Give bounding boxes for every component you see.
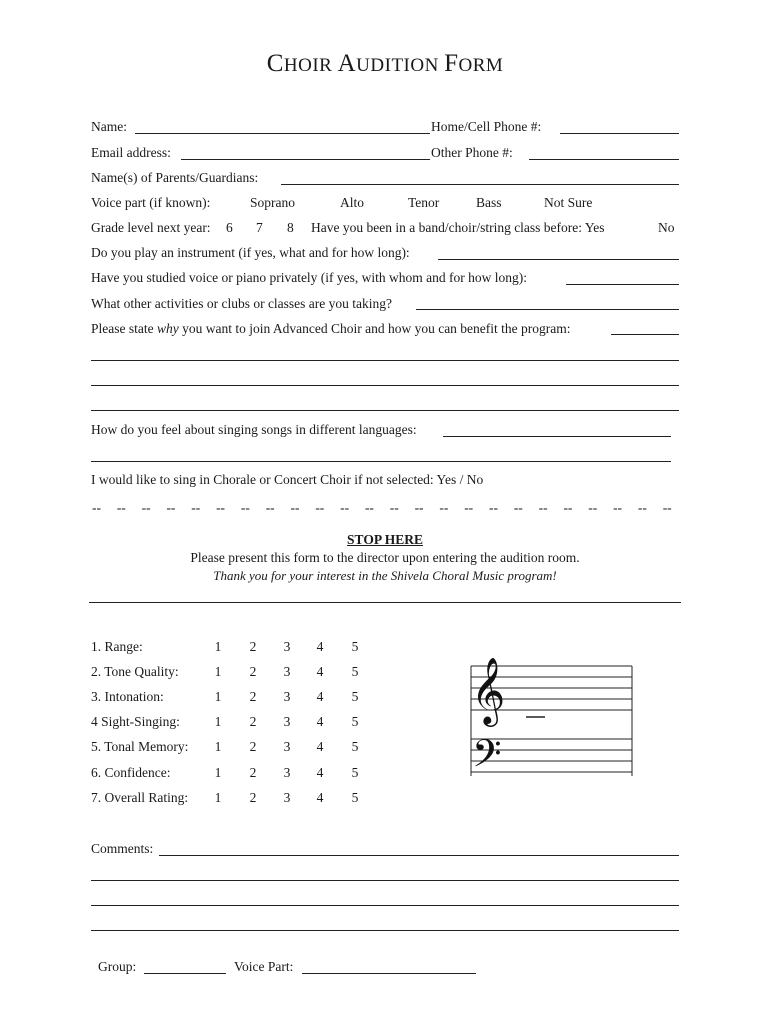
rating-option[interactable]: 5 [351,765,359,780]
voice-option-tenor[interactable]: Tenor [408,195,440,210]
rating-option[interactable]: 4 [316,639,324,654]
form-title: CHOIR AUDITION FORM [266,50,504,77]
rating-option[interactable]: 2 [249,714,257,729]
voice-part-footer-field[interactable] [302,973,476,974]
rating-option[interactable]: 5 [351,689,359,704]
voice-option-alto[interactable]: Alto [340,195,365,210]
rating-option[interactable]: 3 [283,664,291,679]
other-phone-field[interactable] [529,159,679,160]
voice-option-bass[interactable]: Bass [476,195,502,210]
rating-option[interactable]: 4 [316,689,324,704]
comments-field[interactable] [159,855,679,856]
rating-option[interactable]: 4 [316,790,324,805]
why-line-2[interactable] [91,360,679,361]
why-label: Please state why you want to join Advanced Choir and how you can benefit the program: [91,321,571,336]
rating-option[interactable]: 5 [351,639,359,654]
rating-option[interactable]: 1 [214,689,222,704]
rating-option[interactable]: 2 [249,790,257,805]
why-line-4[interactable] [91,410,679,411]
rating-option[interactable]: 2 [249,639,257,654]
activities-field[interactable] [416,309,679,310]
section-divider [89,602,681,603]
rating-option[interactable]: 5 [351,739,359,754]
band-question: Have you been in a band/choir/string class before: Yes [311,220,605,235]
rating-option[interactable]: 3 [283,790,291,805]
name-field[interactable] [135,133,430,134]
rating-option[interactable]: 3 [283,714,291,729]
comments-line-4[interactable] [91,930,679,931]
grade-label: Grade level next year: [91,220,211,235]
comments-label: Comments: [91,841,154,856]
stop-heading: STOP HERE [347,532,423,547]
rating-option[interactable]: 4 [316,739,324,754]
languages-field[interactable] [443,436,671,437]
group-field[interactable] [144,973,226,974]
rating-label-overall: 7. Overall Rating: [91,790,189,805]
rating-option[interactable]: 1 [214,639,222,654]
instrument-field[interactable] [438,259,679,260]
activities-label: What other activities or clubs or classes are you taking? [91,296,393,311]
voice-part-label: Voice part (if known): [91,195,211,210]
rating-option[interactable]: 1 [214,739,222,754]
thank-you-note: Thank you for your interest in the Shivela Choral Music program! [213,568,557,583]
name-label: Name: [91,119,127,134]
rating-option[interactable]: 1 [214,765,222,780]
why-line-3[interactable] [91,385,679,386]
phone-label: Home/Cell Phone #: [431,119,542,134]
voice-part-footer-label: Voice Part: [234,959,294,974]
rating-option[interactable]: 4 [316,714,324,729]
rating-option[interactable]: 2 [249,664,257,679]
rating-option[interactable]: 1 [214,664,222,679]
studied-label: Have you studied voice or piano privately (if yes, with whom and for how long): [91,270,528,285]
rating-option[interactable]: 5 [351,790,359,805]
rating-option[interactable]: 2 [249,765,257,780]
rating-label-range: 1. Range: [91,639,143,654]
rating-option[interactable]: 1 [214,790,222,805]
instrument-label: Do you play an instrument (if yes, what and for how long): [91,245,410,260]
comments-line-3[interactable] [91,905,679,906]
rating-option[interactable]: 3 [283,689,291,704]
voice-option-soprano[interactable]: Soprano [250,195,295,210]
rating-label-intonation: 3. Intonation: [91,689,164,704]
languages-line-2[interactable] [91,461,671,462]
grand-staff [466,654,636,780]
grade-option-8[interactable]: 8 [287,220,294,235]
why-field[interactable] [611,334,679,335]
rating-option[interactable]: 2 [249,689,257,704]
rating-label-tone-quality: 2. Tone Quality: [91,664,179,679]
treble-clef-icon: 𝄞 [471,656,506,724]
rating-label-sight-singing: 4 Sight-Singing: [91,714,180,729]
email-label: Email address: [91,145,171,160]
rating-option[interactable]: 4 [316,664,324,679]
languages-label: How do you feel about singing songs in different languages: [91,422,417,437]
parents-label: Name(s) of Parents/Guardians: [91,170,259,185]
stop-instructions: Please present this form to the director upon entering the audition room. [190,550,580,565]
bass-clef-icon: 𝄢 [472,731,502,780]
phone-field[interactable] [560,133,679,134]
studied-field[interactable] [566,284,679,285]
rating-option[interactable]: 3 [283,765,291,780]
voice-option-not-sure[interactable]: Not Sure [544,195,593,210]
rating-label-confidence: 6. Confidence: [91,765,171,780]
rating-option[interactable]: 3 [283,639,291,654]
email-field[interactable] [181,159,430,160]
rating-option[interactable]: 1 [214,714,222,729]
rating-option[interactable]: 3 [283,739,291,754]
rating-option[interactable]: 5 [351,714,359,729]
rating-option[interactable]: 4 [316,765,324,780]
other-phone-label: Other Phone #: [431,145,513,160]
grade-option-6[interactable]: 6 [226,220,233,235]
rating-option[interactable]: 5 [351,664,359,679]
chorale-question: I would like to sing in Chorale or Concert Choir if not selected: Yes / No [91,472,484,487]
band-option-no[interactable]: No [658,220,675,235]
rating-option[interactable]: 2 [249,739,257,754]
dashed-separator: -- -- -- -- -- -- -- -- -- -- -- -- -- -- -- -- -- -- -- -- -- -- -- -- [92,500,672,515]
grade-option-7[interactable]: 7 [256,220,263,235]
parents-field[interactable] [281,184,679,185]
comments-line-2[interactable] [91,880,679,881]
rating-label-tonal-memory: 5. Tonal Memory: [91,739,189,754]
group-label: Group: [98,959,137,974]
